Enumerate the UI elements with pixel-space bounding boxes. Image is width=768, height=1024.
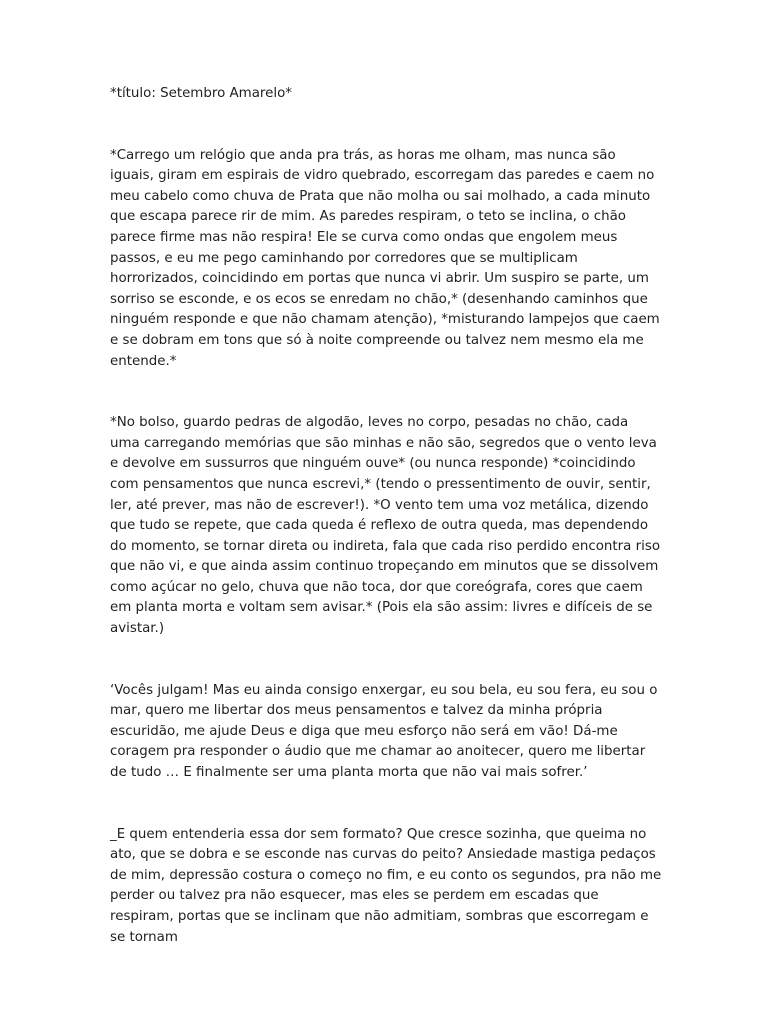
paragraph-3: ‘Vocês julgam! Mas eu ainda consigo enxergar, eu sou bela, eu sou fera, eu sou o mar, quero me libertar dos meus pensamentos e talvez da minha própria escuridão, me ajude Deus e diga que meu esforço não será em vão! Dá-me coragem pra responder o áudio que me chamar ao anoitecer, quero me libertar de tudo … E finalmente ser uma planta morta que não vai mais sofrer.’ (110, 682, 658, 781)
paragraph-4: _E quem entenderia essa dor sem formato? Que cresce sozinha, que queima no ato, que se dobra e se esconde nas curvas do peito? Ansiedade mastiga pedaços de mim, depressão costura o começo no fim, e eu conto os segundos, pra não me perder ou talvez pra não esquecer, mas eles se perdem em escadas que respiram, portas que se inclinam que não admitiam, sombras que escorregam e se tornam (110, 826, 662, 945)
document-title: *título: Setembro Amarelo* (110, 86, 292, 101)
paragraph-2: *No bolso, guardo pedras de algodão, leves no corpo, pesadas no chão, cada uma carregando memórias que são minhas e não são, segredos que o vento leva e devolve em sussurros que ninguém ouve* (ou nunca responde) *coincidindo com pensamentos que nunca escrevi,* (tendo o pressentimento de ouvir, sentir, ler, até prever, mas não de escrever!). *O vento tem uma voz metálica, dizendo que tudo se repete, que cada queda é reflexo de outra queda, mas dependendo do momento, se tornar direta ou indireta, fala que cada riso perdido encontra riso que não vi, e que ainda assim continuo tropeçando em minutos que se dissolvem como açúcar no gelo, chuva que não toca, dor que coreógrafa, cores que caem em planta morta e voltam sem avisar.* (Pois ela são assim: livres e difíceis de se avistar.) (110, 415, 661, 637)
paragraph-1: *Carrego um relógio que anda pra trás, as horas me olham, mas nunca são iguais, giram em espirais de vidro quebrado, escorregam das paredes e caem no meu cabelo como chuva de Prata que não molha ou sai molhado, a cada minuto que escapa parece rir de mim. As paredes respiram, o teto se inclina, o chão parece firme mas não respira! Ele se curva como ondas que engolem meus passos, e eu me pego caminhando por corredores que se multiplicam horrorizados, coincidindo em portas que nunca vi abrir. Um suspiro se parte, um sorriso se esconde, e os ecos se enredam no chão,* (desenhando caminhos que ninguém responde e que não chamam atenção), *misturando lampejos que caem e se dobram em tons que só à noite compreende ou talvez nem mesmo ela me entende.* (110, 147, 660, 369)
document-page (110, 84, 662, 948)
